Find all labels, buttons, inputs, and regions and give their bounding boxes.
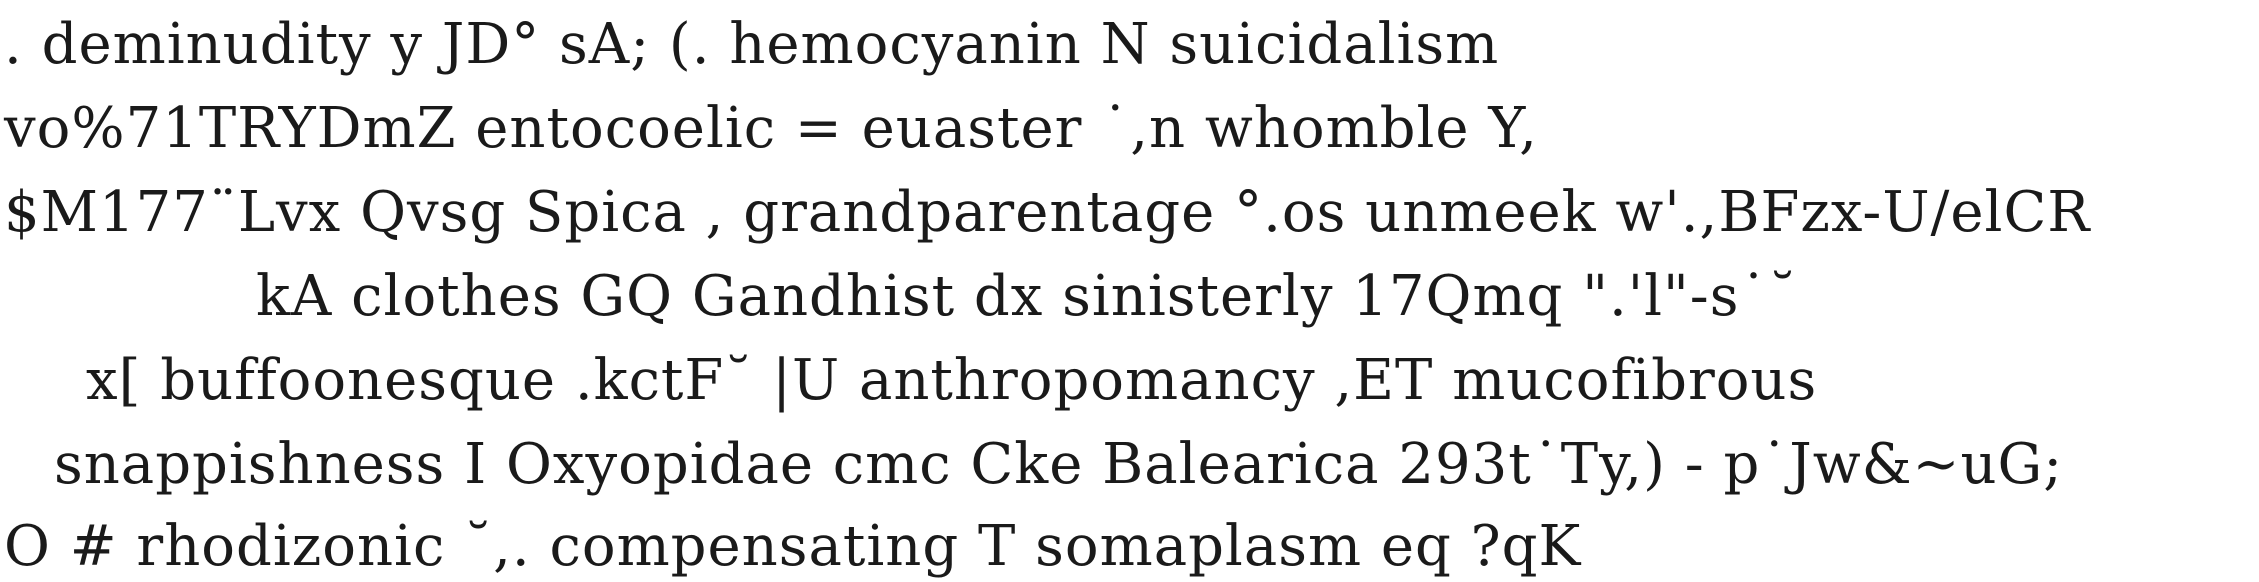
text-line: O # rhodizonic ˘,. compensating T somaplasm eq ?qK	[4, 514, 1582, 579]
text-line: . deminudity y JD° sA; (. hemocyanin N suicidalism	[4, 12, 1500, 77]
text-line: vo%71TRYDmZ entocoelic = euaster ˙,n whomble Y,	[4, 96, 1538, 161]
text-line: kA clothes GQ Gandhist dx sinisterly 17Qmq ".'l"-s˙˘	[256, 264, 1798, 329]
text-line: x[ buffoonesque .kctF˘ |U anthropomancy ,ET mucofibrous	[86, 348, 1818, 413]
text-line: $M177¨Lvx Qvsg Spica , grandparentage °.os unmeek w'.,BFzx-U/elCR	[4, 180, 2091, 245]
text-line: snappishness I Oxyopidae cmc Cke Balearica 293t˙Ty,) - p˙Jw&~uG;	[54, 432, 2064, 497]
